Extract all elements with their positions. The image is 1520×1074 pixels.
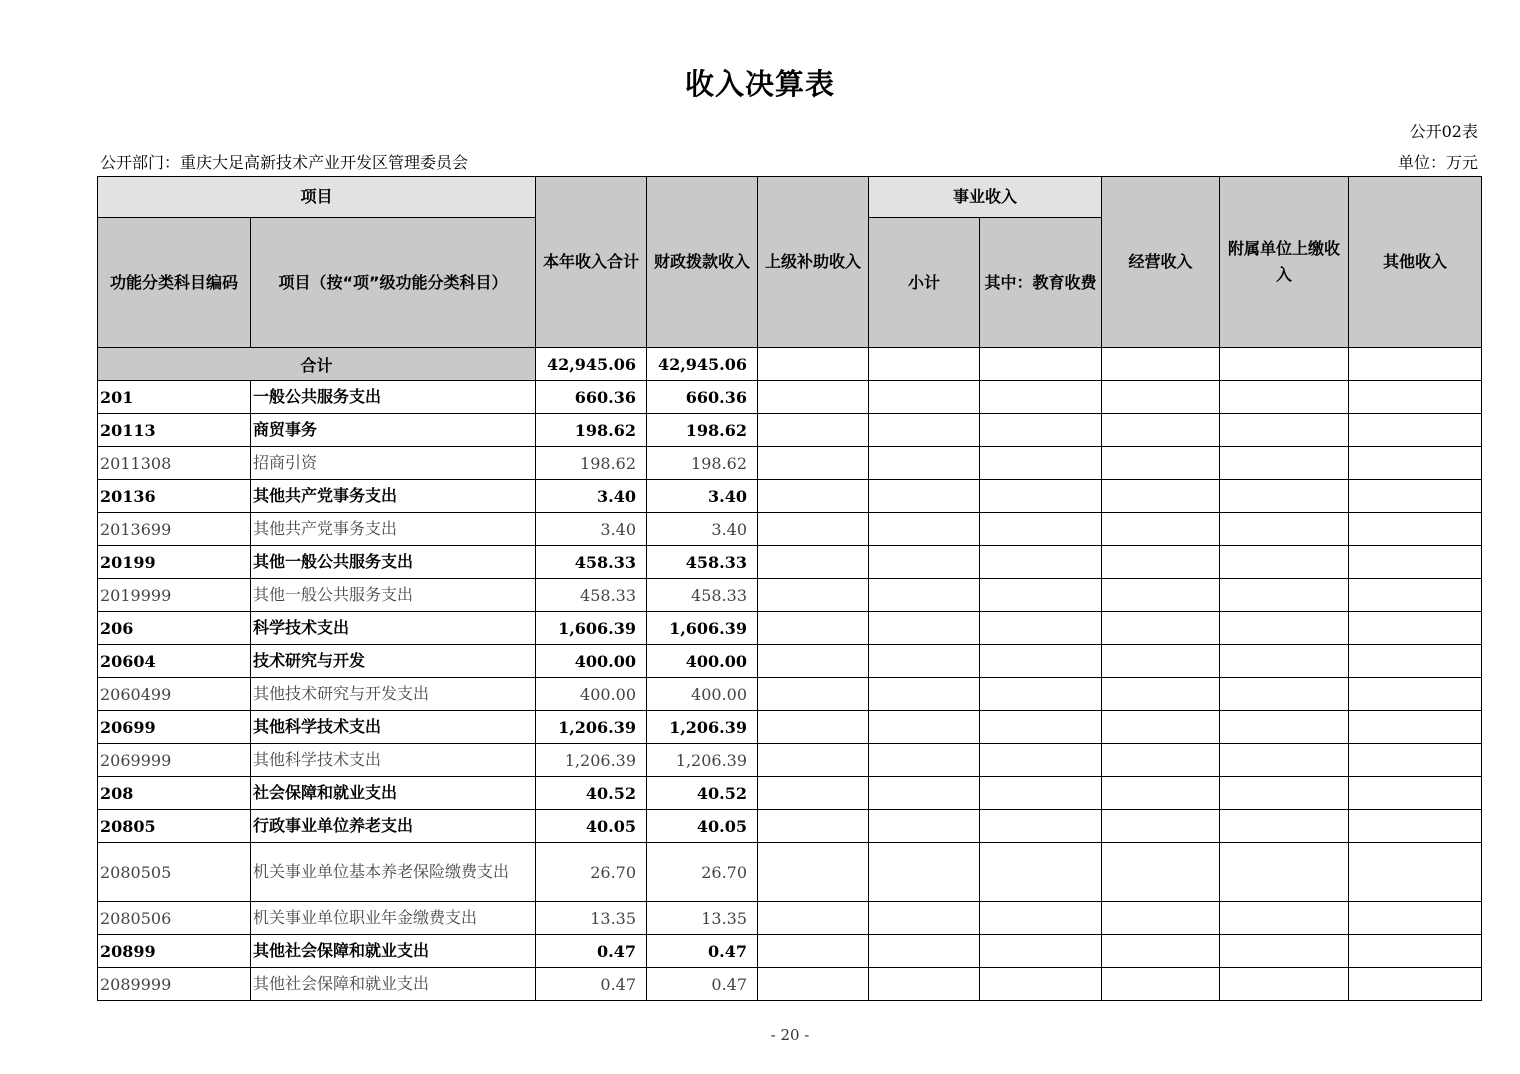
empty-cell <box>1349 546 1482 579</box>
empty-cell <box>758 810 869 843</box>
table-row <box>98 579 1482 612</box>
name-cell: 机关事业单位基本养老保险缴费支出 <box>251 843 536 902</box>
fiscal-cell: 400.00 <box>647 645 758 678</box>
empty-cell <box>980 381 1102 414</box>
code-cell: 2080506 <box>98 902 251 935</box>
header-fiscal-appropriation: 财政拨款收入 <box>647 177 758 348</box>
name-cell: 技术研究与开发 <box>251 645 536 678</box>
total-income-cell: 26.70 <box>536 843 647 902</box>
income-table <box>97 176 1482 1001</box>
empty-cell <box>1220 579 1349 612</box>
fiscal-cell: 26.70 <box>647 843 758 902</box>
empty-cell <box>1220 968 1349 1001</box>
total-income-cell: 3.40 <box>536 480 647 513</box>
total-income-cell: 40.52 <box>536 777 647 810</box>
empty-cell <box>758 645 869 678</box>
header-total-income: 本年收入合计 <box>536 177 647 348</box>
header-operating-income: 经营收入 <box>1102 177 1220 348</box>
empty-cell <box>869 711 980 744</box>
table-row <box>98 843 1482 902</box>
table-row <box>98 968 1482 1001</box>
empty-cell <box>980 777 1102 810</box>
table-row <box>98 810 1482 843</box>
name-cell: 社会保障和就业支出 <box>251 777 536 810</box>
code-cell: 2080505 <box>98 843 251 902</box>
code-cell: 20604 <box>98 645 251 678</box>
department-label: 公开部门：重庆大足高新技术产业开发区管理委员会 <box>100 153 469 172</box>
empty-cell <box>980 968 1102 1001</box>
empty-cell <box>1220 711 1349 744</box>
code-cell: 2013699 <box>98 513 251 546</box>
empty-cell <box>758 612 869 645</box>
name-cell: 科学技术支出 <box>251 612 536 645</box>
total-income-cell: 400.00 <box>536 678 647 711</box>
empty-cell <box>758 480 869 513</box>
empty-cell <box>980 678 1102 711</box>
empty-cell <box>758 777 869 810</box>
total-fiscal-value: 42,945.06 <box>647 348 758 381</box>
total-income-cell: 3.40 <box>536 513 647 546</box>
fiscal-cell: 40.05 <box>647 810 758 843</box>
empty-cell <box>1220 645 1349 678</box>
page-title: 收入决算表 <box>684 67 835 101</box>
empty-cell <box>1102 513 1220 546</box>
empty-cell <box>980 579 1102 612</box>
empty-cell <box>869 843 980 902</box>
fiscal-cell: 660.36 <box>647 381 758 414</box>
fiscal-cell: 198.62 <box>647 447 758 480</box>
name-cell: 商贸事务 <box>251 414 536 447</box>
empty-cell <box>1220 612 1349 645</box>
name-cell: 其他共产党事务支出 <box>251 513 536 546</box>
header-function-code: 功能分类科目编码 <box>98 218 251 348</box>
empty-cell <box>1102 447 1220 480</box>
code-cell: 208 <box>98 777 251 810</box>
empty-cell <box>1349 513 1482 546</box>
empty-cell <box>1102 843 1220 902</box>
table-row <box>98 546 1482 579</box>
header-education-fees: 其中：教育收费 <box>980 218 1102 348</box>
table-row <box>98 513 1482 546</box>
empty-cell <box>869 935 980 968</box>
empty-cell <box>758 513 869 546</box>
empty-cell <box>1349 935 1482 968</box>
empty-cell <box>980 935 1102 968</box>
empty-cell <box>1220 447 1349 480</box>
unit-label: 单位：万元 <box>1397 153 1478 172</box>
empty-cell <box>1220 546 1349 579</box>
fiscal-cell: 458.33 <box>647 579 758 612</box>
empty-cell <box>758 968 869 1001</box>
empty-cell <box>869 777 980 810</box>
fiscal-cell: 1,606.39 <box>647 612 758 645</box>
empty-cell <box>869 447 980 480</box>
name-cell: 一般公共服务支出 <box>251 381 536 414</box>
name-cell: 行政事业单位养老支出 <box>251 810 536 843</box>
name-cell: 其他共产党事务支出 <box>251 480 536 513</box>
header-function-name: 项目（按“项”级功能分类科目） <box>251 218 536 348</box>
code-cell: 2069999 <box>98 744 251 777</box>
empty-cell <box>1349 678 1482 711</box>
table-row <box>98 711 1482 744</box>
empty-cell <box>980 645 1102 678</box>
empty-cell <box>980 447 1102 480</box>
empty-cell <box>1349 902 1482 935</box>
code-cell: 201 <box>98 381 251 414</box>
name-cell: 其他社会保障和就业支出 <box>251 935 536 968</box>
empty-cell <box>1102 480 1220 513</box>
total-row <box>98 348 1482 381</box>
table-row <box>98 645 1482 678</box>
code-cell: 20136 <box>98 480 251 513</box>
code-cell: 20199 <box>98 546 251 579</box>
table-number: 公开02表 <box>1409 122 1478 141</box>
empty-cell <box>758 414 869 447</box>
empty-cell <box>1349 414 1482 447</box>
code-cell: 20899 <box>98 935 251 968</box>
empty-cell <box>758 744 869 777</box>
name-cell: 其他科学技术支出 <box>251 744 536 777</box>
empty-cell <box>980 546 1102 579</box>
empty-cell <box>1102 711 1220 744</box>
empty-cell <box>758 843 869 902</box>
fiscal-cell: 198.62 <box>647 414 758 447</box>
empty-cell <box>1102 777 1220 810</box>
empty-cell <box>758 447 869 480</box>
empty-cell <box>758 902 869 935</box>
table-row <box>98 935 1482 968</box>
total-income-cell: 1,606.39 <box>536 612 647 645</box>
empty-cell <box>1349 810 1482 843</box>
total-income-cell: 458.33 <box>536 546 647 579</box>
empty-cell <box>1220 777 1349 810</box>
total-income-cell: 1,206.39 <box>536 711 647 744</box>
empty-cell <box>980 711 1102 744</box>
total-income-cell: 13.35 <box>536 902 647 935</box>
empty-cell <box>869 645 980 678</box>
empty-cell <box>1349 612 1482 645</box>
total-income-cell: 660.36 <box>536 381 647 414</box>
empty-cell <box>869 968 980 1001</box>
empty-cell <box>1102 546 1220 579</box>
name-cell: 其他技术研究与开发支出 <box>251 678 536 711</box>
empty-cell <box>869 579 980 612</box>
total-income-cell: 198.62 <box>536 414 647 447</box>
empty-cell <box>980 480 1102 513</box>
empty-cell <box>758 935 869 968</box>
header-subtotal: 小计 <box>869 218 980 348</box>
empty-cell <box>1349 579 1482 612</box>
fiscal-cell: 0.47 <box>647 968 758 1001</box>
empty-cell <box>1220 935 1349 968</box>
empty-cell <box>869 612 980 645</box>
empty-cell <box>1102 414 1220 447</box>
table-row <box>98 447 1482 480</box>
empty-cell <box>869 678 980 711</box>
empty-cell <box>869 744 980 777</box>
empty-cell <box>980 513 1102 546</box>
fiscal-cell: 3.40 <box>647 513 758 546</box>
empty-cell <box>758 678 869 711</box>
empty-cell <box>869 546 980 579</box>
empty-cell <box>1349 744 1482 777</box>
total-income-value: 42,945.06 <box>536 348 647 381</box>
empty-cell <box>869 414 980 447</box>
empty-cell <box>869 480 980 513</box>
empty-cell <box>1220 678 1349 711</box>
empty-cell <box>980 744 1102 777</box>
code-cell: 20805 <box>98 810 251 843</box>
empty-cell <box>758 546 869 579</box>
code-cell: 2060499 <box>98 678 251 711</box>
empty-cell <box>980 843 1102 902</box>
name-cell: 机关事业单位职业年金缴费支出 <box>251 902 536 935</box>
fiscal-cell: 1,206.39 <box>647 744 758 777</box>
total-income-cell: 400.00 <box>536 645 647 678</box>
empty-cell <box>1102 678 1220 711</box>
code-cell: 206 <box>98 612 251 645</box>
empty-cell <box>1102 645 1220 678</box>
empty-cell <box>1349 843 1482 902</box>
name-cell: 其他科学技术支出 <box>251 711 536 744</box>
empty-cell <box>1349 381 1482 414</box>
name-cell: 其他一般公共服务支出 <box>251 546 536 579</box>
total-income-cell: 198.62 <box>536 447 647 480</box>
fiscal-cell: 1,206.39 <box>647 711 758 744</box>
total-income-cell: 0.47 <box>536 968 647 1001</box>
name-cell: 招商引资 <box>251 447 536 480</box>
code-cell: 20699 <box>98 711 251 744</box>
empty-cell <box>869 810 980 843</box>
total-label: 合计 <box>98 348 536 381</box>
empty-cell <box>869 381 980 414</box>
table-row <box>98 777 1482 810</box>
empty-cell <box>1220 381 1349 414</box>
empty-cell <box>1349 447 1482 480</box>
empty-cell <box>1349 711 1482 744</box>
fiscal-cell: 400.00 <box>647 678 758 711</box>
page-number: - 20 - <box>770 1026 810 1044</box>
empty-cell <box>1102 381 1220 414</box>
empty-cell <box>1102 612 1220 645</box>
header-other-income: 其他收入 <box>1349 177 1482 348</box>
table-row <box>98 902 1482 935</box>
empty-cell <box>869 513 980 546</box>
empty-cell <box>980 414 1102 447</box>
code-cell: 20113 <box>98 414 251 447</box>
empty-cell <box>1102 968 1220 1001</box>
empty-cell <box>980 810 1102 843</box>
code-cell: 2089999 <box>98 968 251 1001</box>
empty-cell <box>1102 902 1220 935</box>
name-cell: 其他一般公共服务支出 <box>251 579 536 612</box>
empty-cell <box>758 711 869 744</box>
fiscal-cell: 458.33 <box>647 546 758 579</box>
code-cell: 2011308 <box>98 447 251 480</box>
empty-cell <box>1220 414 1349 447</box>
empty-cell <box>1102 935 1220 968</box>
empty-cell <box>1349 645 1482 678</box>
header-project: 项目 <box>98 177 536 218</box>
total-income-cell: 1,206.39 <box>536 744 647 777</box>
empty-cell <box>1102 810 1220 843</box>
empty-cell <box>1220 902 1349 935</box>
empty-cell <box>1349 968 1482 1001</box>
fiscal-cell: 40.52 <box>647 777 758 810</box>
table-row <box>98 612 1482 645</box>
empty-cell <box>1220 744 1349 777</box>
empty-cell <box>1220 480 1349 513</box>
empty-cell <box>1220 843 1349 902</box>
table-row <box>98 414 1482 447</box>
table-row <box>98 480 1482 513</box>
empty-cell <box>1102 744 1220 777</box>
empty-cell <box>980 902 1102 935</box>
empty-cell <box>869 902 980 935</box>
empty-cell <box>758 579 869 612</box>
total-income-cell: 458.33 <box>536 579 647 612</box>
header-affiliated-income: 附属单位上缴收入 <box>1220 177 1349 348</box>
empty-cell <box>980 612 1102 645</box>
table-row <box>98 381 1482 414</box>
table-row <box>98 678 1482 711</box>
fiscal-cell: 0.47 <box>647 935 758 968</box>
empty-cell <box>1102 579 1220 612</box>
empty-cell <box>1220 810 1349 843</box>
fiscal-cell: 13.35 <box>647 902 758 935</box>
total-income-cell: 40.05 <box>536 810 647 843</box>
empty-cell <box>1349 480 1482 513</box>
total-income-cell: 0.47 <box>536 935 647 968</box>
empty-cell <box>758 381 869 414</box>
table-row <box>98 744 1482 777</box>
empty-cell <box>1220 513 1349 546</box>
header-business-income: 事业收入 <box>869 177 1102 218</box>
code-cell: 2019999 <box>98 579 251 612</box>
empty-cell <box>1349 777 1482 810</box>
header-superior-subsidy: 上级补助收入 <box>758 177 869 348</box>
name-cell: 其他社会保障和就业支出 <box>251 968 536 1001</box>
fiscal-cell: 3.40 <box>647 480 758 513</box>
